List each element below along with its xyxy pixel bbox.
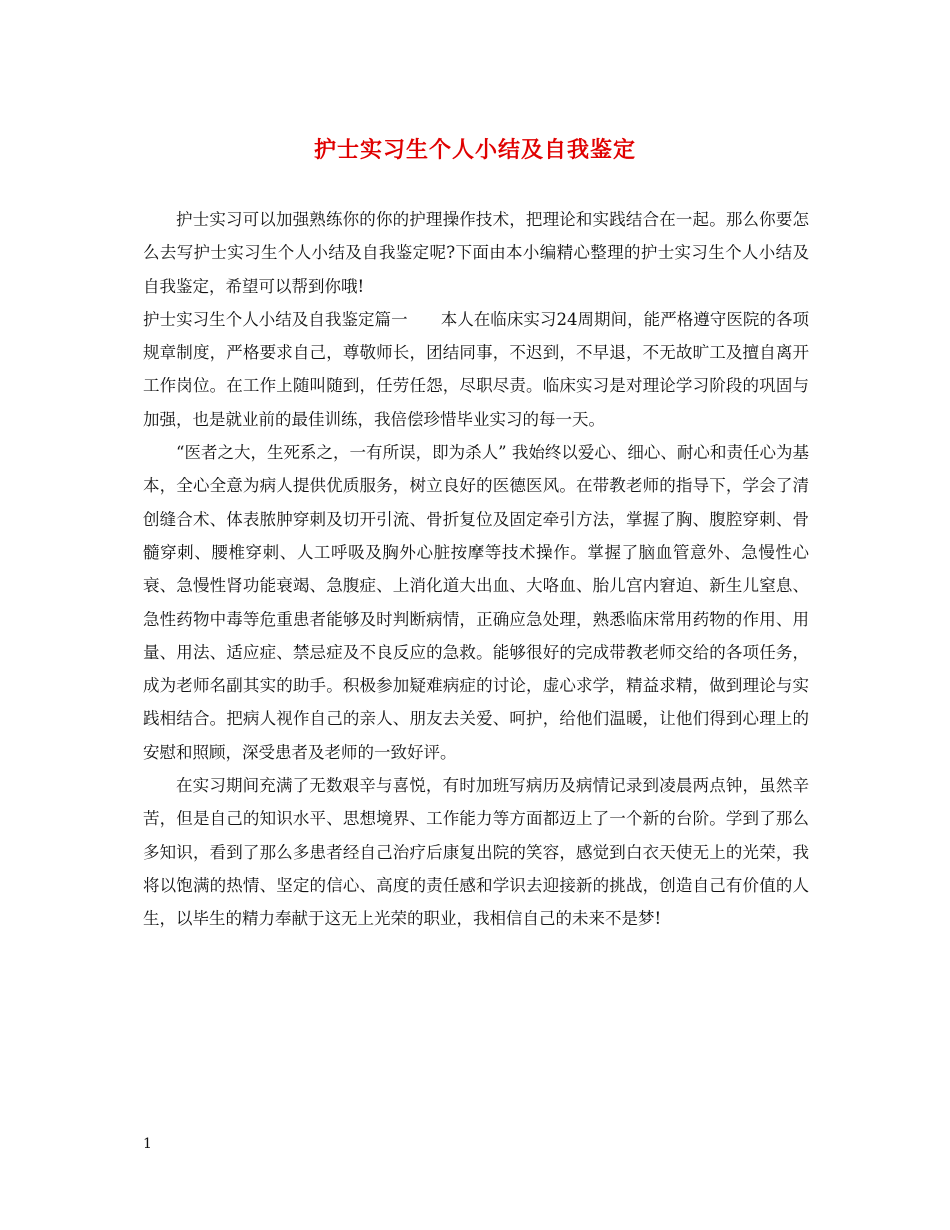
document-title: 护士实习生个人小结及自我鉴定 — [313, 137, 636, 163]
paragraph-intro: 护士实习可以加强熟练你的你的护理操作技术，把理论和实践结合在一起。那么你要怎么去写护士实习生个人小结及自我鉴定呢?下面由本小编精心整理的护士实习生个人小结及自我鉴定，希望可以帮到你哦! — [143, 210, 809, 296]
document-body — [143, 203, 809, 936]
paragraph-section-one: 护士实习生个人小结及自我鉴定篇一 本人在临床实习24周期间，能严格遵守医院的各项规章制度，严格要求自己，尊敬师长，团结同事，不迟到，不早退，不无故旷工及擅自离开工作岗位。在工作上随叫随到，任劳任怨，尽职尽责。临床实习是对理论学习阶段的巩固与加强，也是就业前的最佳训练，我倍偿珍惜毕业实习的每一天。 — [143, 309, 809, 429]
page-number: 1 — [143, 1136, 152, 1152]
paragraph-medical-skills: “医者之大，生死系之，一有所误，即为杀人” 我始终以爱心、细心、耐心和责任心为基本，全心全意为病人提供优质服务，树立良好的医德医风。在带教老师的指导下，学会了清创缝合术、体表脓肿穿刺及切开引流、骨折复位及固定牵引方法，掌握了胸、腹腔穿刺、骨髓穿刺、腰椎穿刺、人工呼吸及胸外心脏按摩等技术操作。掌握了脑血管意外、急慢性心衰、急慢性肾功能衰竭、急腹症、上消化道大出血、大咯血、胎儿宫内窘迫、新生儿窒息、急性药物中毒等危重患者能够及时判断病情，正确应急处理，熟悉临床常用药物的作用、用量、用法、适应症、禁忌症及不良反应的急救。能够很好的完成带教老师交给的各项任务，成为老师名副其实的助手。积极参加疑难病症的讨论，虚心求学，精益求精，做到理论与实践相结合。把病人视作自己的亲人、朋友去关爱、呵护，给他们温暖，让他们得到心理上的安慰和照顾，深受患者及老师的一致好评。 — [143, 443, 809, 762]
paragraph-conclusion: 在实习期间充满了无数艰辛与喜悦，有时加班写病历及病情记录到凌晨两点钟，虽然辛苦，但是自己的知识水平、思想境界、工作能力等方面都迈上了一个新的台阶。学到了那么多知识，看到了那么多患者经自己治疗后康复出院的笑容，感觉到白衣天使无上的光荣，我将以饱满的热情、坚定的信心、高度的责任感和学识去迎接新的挑战，创造自己有价值的人生，以毕生的精力奉献于这无上光荣的职业，我相信自己的未来不是梦! — [143, 776, 809, 929]
